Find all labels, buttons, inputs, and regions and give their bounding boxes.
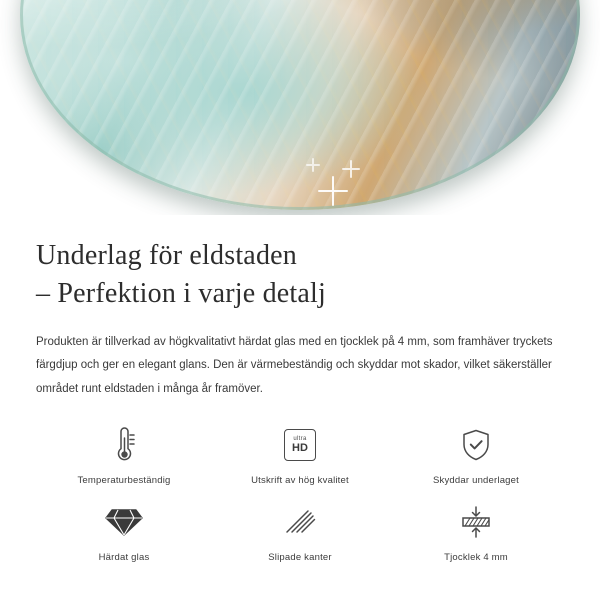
thickness-icon <box>456 500 496 544</box>
marble-glass-disc <box>20 0 580 210</box>
polished-edges-icon <box>281 500 319 544</box>
feature-protects-surface <box>388 423 564 486</box>
content-section <box>0 215 600 563</box>
ultra-hd-icon <box>284 423 316 467</box>
feature-label: Skyddar underlaget <box>433 475 519 487</box>
feature-label: Utskrift av hög kvalitet <box>251 475 349 487</box>
headline-line-1: Underlag för eldstaden <box>36 240 297 271</box>
product-description: Produkten är tillverkad av högkvalitativt härdat glas med en tjocklek på 4 mm, som framhäver tryckets färgdjup och ger en elegant glans. Den är värmebeständig och skyddar mot skador, vilket säkerställer området runt eldstaden i många år framöver. <box>36 335 553 395</box>
ultra-hd-badge-bottom: HD <box>292 442 308 455</box>
glass-disc-wrapper <box>20 0 580 210</box>
shield-check-icon <box>459 423 493 467</box>
thermometer-icon <box>107 423 141 467</box>
feature-print-quality <box>212 423 388 486</box>
feature-label: Temperaturbeständig <box>77 475 171 487</box>
ultra-hd-badge-top: ultra <box>293 436 307 443</box>
feature-temperature-resistant <box>36 423 212 486</box>
feature-polished-edges <box>212 500 388 563</box>
hero-image <box>0 0 600 215</box>
feature-grid <box>36 423 564 563</box>
page-title <box>36 237 564 313</box>
feature-label: Härdat glas <box>98 552 150 564</box>
feature-tempered-glass <box>36 500 212 563</box>
headline-line-2: – Perfektion i varje detalj <box>36 277 326 309</box>
feature-thickness <box>388 500 564 563</box>
feature-label: Slipade kanter <box>268 552 332 564</box>
diamond-icon <box>105 500 143 544</box>
feature-label: Tjocklek 4 mm <box>444 552 508 564</box>
